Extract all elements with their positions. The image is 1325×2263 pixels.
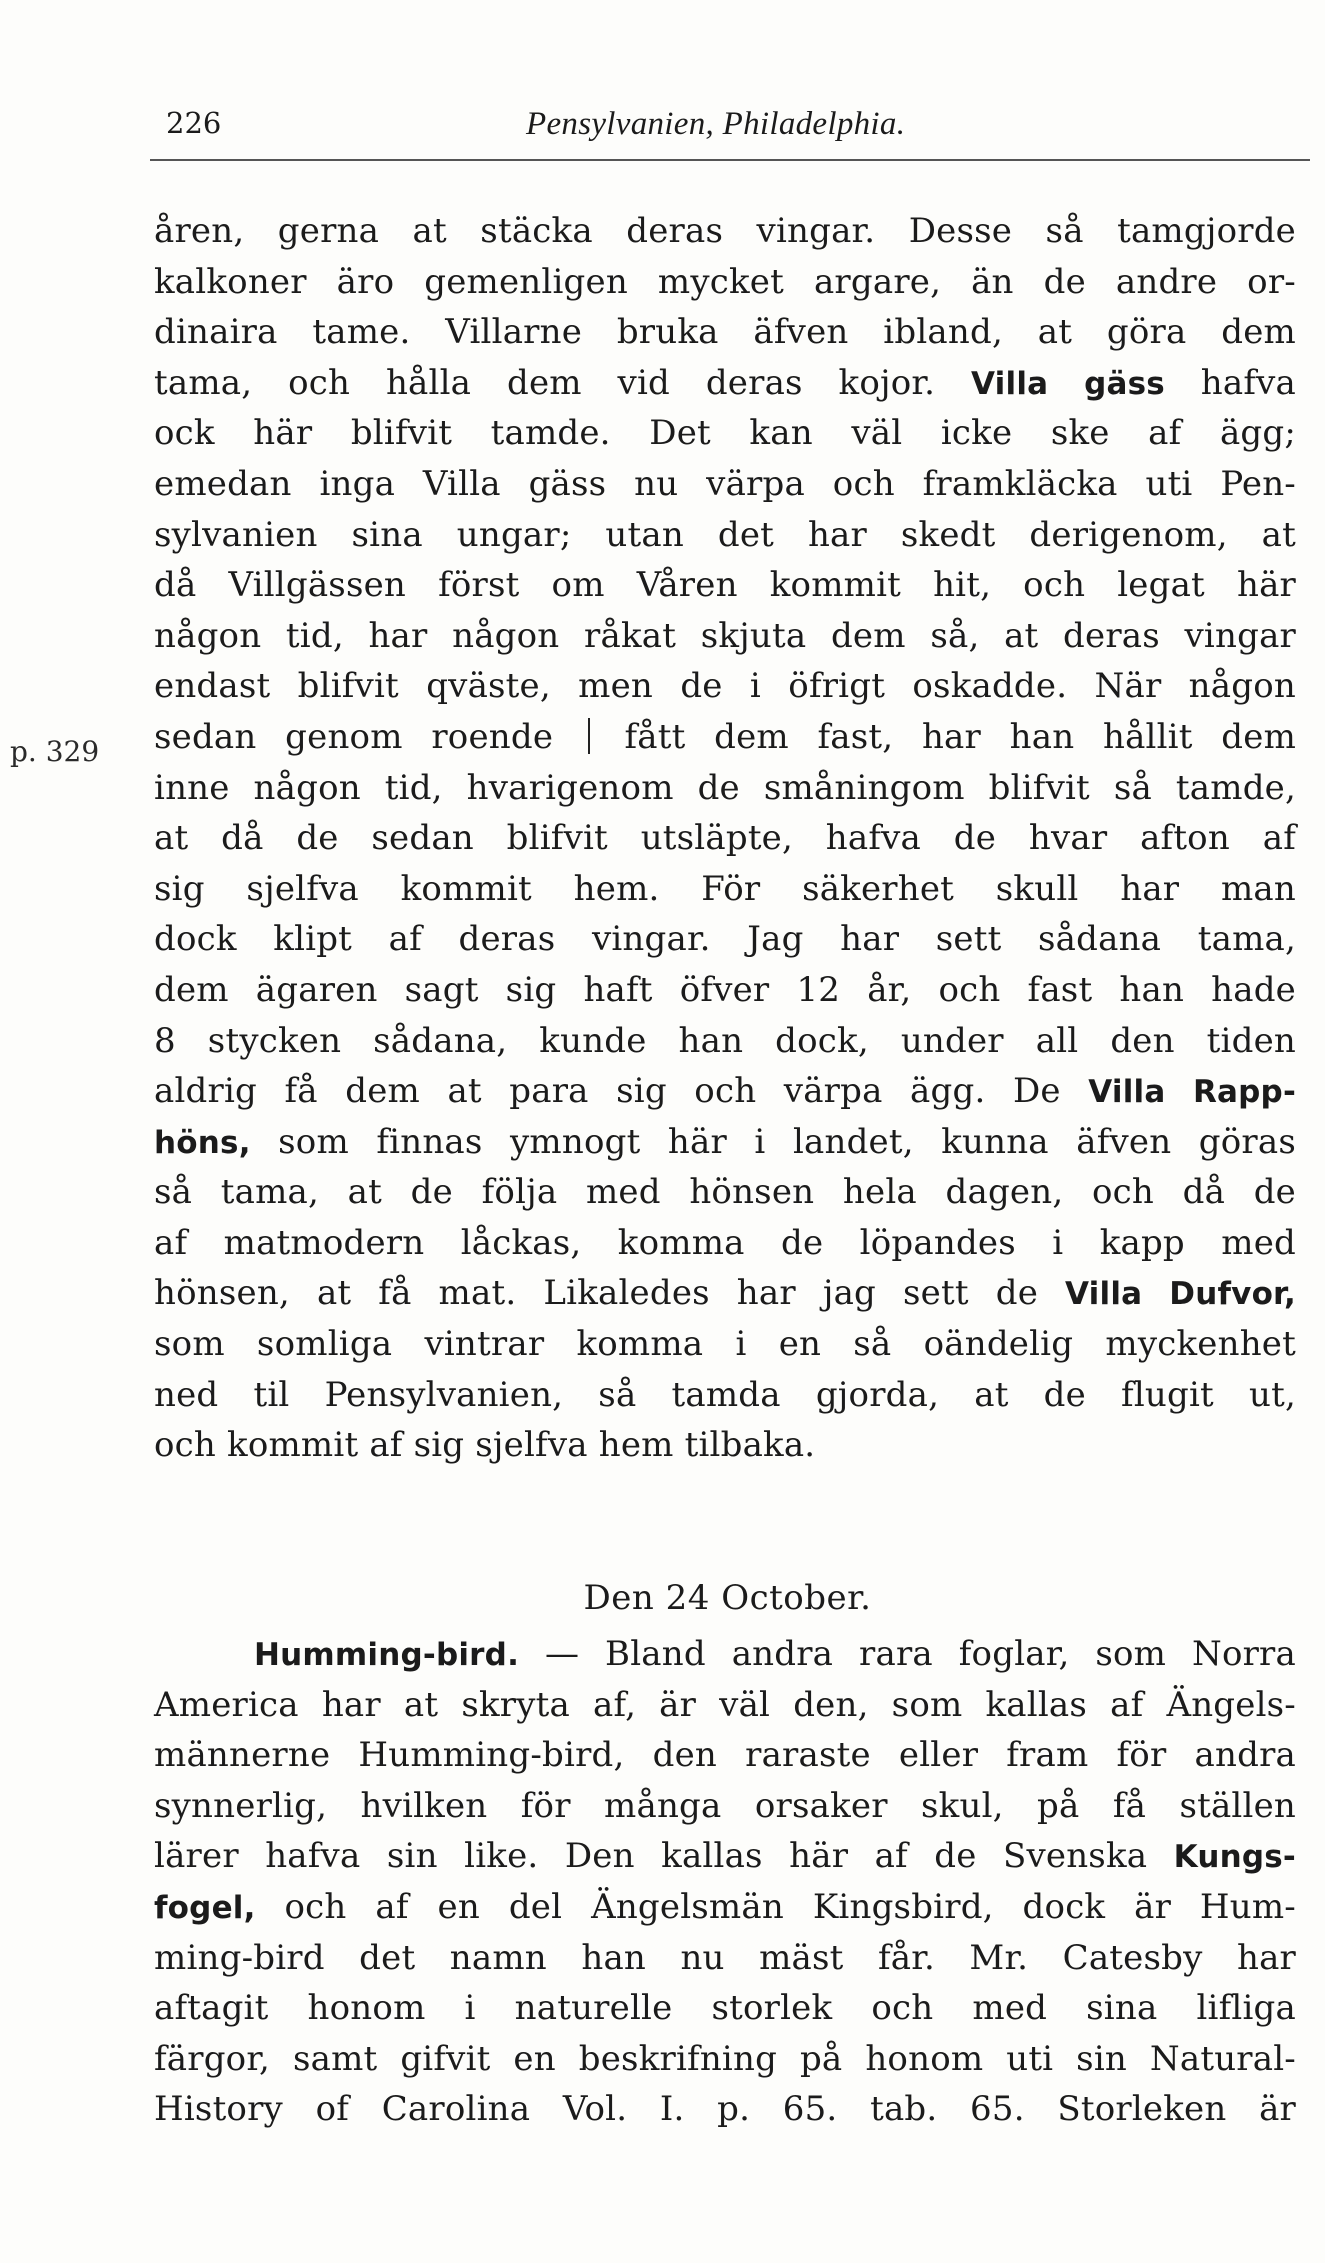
text-line: af matmodern låckas, komma de löpandes i kapp med: [154, 1222, 1296, 1263]
text-line: då Villgässen först om Våren kommit hit, och legat här: [154, 565, 1296, 606]
text-line: endast blifvit qväste, men de i öfrigt oskadde. När någon: [154, 666, 1296, 707]
text-line: 8 stycken sådana, kunde han dock, under all den tiden: [154, 1020, 1296, 1061]
page-number: 226: [166, 106, 222, 140]
text-line: aftagit honom i naturelle storlek och med sina lifliga: [154, 1988, 1296, 2029]
body-paragraph-1: [154, 206, 1296, 1471]
text-line: tama, och hålla dem vid deras kojor. Villa gäss hafva: [154, 362, 1296, 403]
text-line: at då de sedan blifvit utsläpte, hafva de hvar afton af: [154, 818, 1296, 859]
text-line: ned til Pensylvanien, så tamda gjorda, at de flugit ut,: [154, 1374, 1296, 1415]
bold-term: fogel,: [154, 1889, 256, 1926]
text-line: inne någon tid, hvarigenom de småningom blifvit så tamde,: [154, 767, 1296, 808]
text-line: ming-bird det namn han nu mäst får. Mr. Catesby har: [154, 1937, 1296, 1978]
text-line: dock klipt af deras vingar. Jag har sett sådana tama,: [154, 919, 1296, 960]
text-line: synnerlig, hvilken för många orsaker skul, på få ställen: [154, 1785, 1296, 1826]
text-line: färgor, samt gifvit en beskrifning på honom uti sin Natural-: [154, 2038, 1296, 2079]
text-line: fogel, och af en del Ängelsmän Kingsbird, dock är Hum-: [154, 1886, 1296, 1927]
bold-term: Villa gäss: [971, 365, 1165, 402]
body-paragraph-2: [154, 1629, 1296, 2135]
text-line: åren, gerna at stäcka deras vingar. Desse så tamgjorde: [154, 211, 1296, 251]
bold-term: höns,: [154, 1124, 251, 1161]
text-line: dem ägaren sagt sig haft öfver 12 år, och fast han hade: [154, 969, 1296, 1010]
text-line: History of Carolina Vol. I. p. 65. tab. 65. Storleken är: [154, 2089, 1296, 2130]
text-line: hönsen, at få mat. Likaledes har jag sett de Villa Dufvor,: [154, 1273, 1296, 1314]
running-title: Pensylvanien, Philadelphia.: [526, 106, 906, 142]
text-line: sylvanien sina ungar; utan det har skedt derigenom, at: [154, 514, 1296, 555]
text-line: männerne Humming-bird, den raraste eller fram för andra: [154, 1735, 1296, 1776]
text-line: America har at skryta af, är väl den, som kallas af Ängels-: [154, 1684, 1296, 1725]
margin-page-reference: p. 329: [10, 735, 100, 768]
text-line: och kommit af sig sjelfva hem tilbaka.: [154, 1425, 816, 1466]
page-break-marker: [588, 718, 590, 754]
bold-term: Villa Dufvor,: [1065, 1276, 1296, 1313]
text-line: dinaira tame. Villarne bruka äfven ibland, at göra dem: [154, 312, 1296, 353]
text-line: sig sjelfva kommit hem. För säkerhet skull har man: [154, 868, 1296, 909]
header-rule: [150, 159, 1310, 161]
text-line: kalkoner äro gemenligen mycket argare, än de andre or-: [154, 261, 1296, 302]
text-line: lärer hafva sin like. Den kallas här af de Svenska Kungs-: [154, 1836, 1296, 1877]
page-header: [166, 106, 1296, 150]
date-heading: Den 24 October.: [583, 1578, 872, 1618]
text-line: Humming-bird. — Bland andra rara foglar, som Norra: [254, 1634, 1296, 1674]
text-line: höns, som finnas ymnogt här i landet, kunna äfven göras: [154, 1121, 1296, 1162]
text-line: aldrig få dem at para sig och värpa ägg. De Villa Rapp-: [154, 1071, 1297, 1112]
text-line: någon tid, har någon råkat skjuta dem så, at deras vingar: [154, 615, 1296, 656]
text-line: som somliga vintrar komma i en så oändelig myckenhet: [154, 1324, 1296, 1365]
bold-term: Kungs-: [1173, 1839, 1296, 1876]
bold-term: Humming-bird.: [254, 1637, 520, 1673]
text-line: emedan inga Villa gäss nu värpa och framkläcka uti Pen-: [154, 463, 1296, 504]
text-line: så tama, at de följa med hönsen hela dagen, och då de: [154, 1172, 1296, 1213]
bold-term: Villa Rapp-: [1088, 1074, 1297, 1111]
text-line: sedan genom roende fått dem fast, har han hållit dem: [154, 716, 1297, 757]
text-line: ock här blifvit tamde. Det kan väl icke ske af ägg;: [154, 413, 1296, 454]
